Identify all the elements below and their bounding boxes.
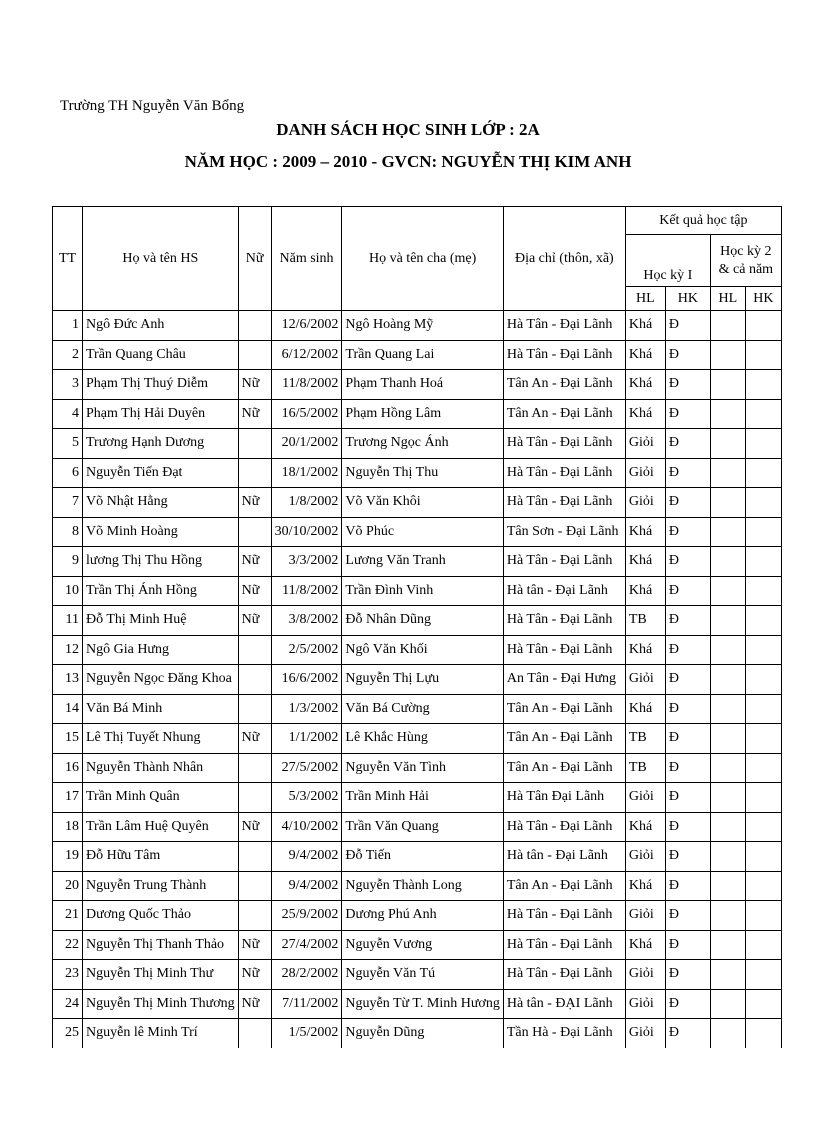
cell-term2-hk: [745, 871, 781, 901]
cell-term1-hk: Đ: [665, 901, 710, 931]
table-row: [53, 783, 782, 813]
cell-term1-hl: Khá: [625, 635, 665, 665]
document-subtitle: NĂM HỌC : 2009 – 2010 - GVCN: NGUYỄN THỊ KIM ANH: [184, 152, 632, 171]
cell-address: Tân An - Đại Lãnh: [503, 694, 625, 724]
cell-dob: 27/4/2002: [271, 930, 342, 960]
cell-parent-name: Nguyễn Thành Long: [342, 871, 503, 901]
table-row: [53, 370, 782, 400]
cell-parent-name: Võ Văn Khôi: [342, 488, 503, 518]
table-row: [53, 901, 782, 931]
table-row: [53, 517, 782, 547]
cell-parent-name: Phạm Hồng Lâm: [342, 399, 503, 429]
cell-female: [238, 458, 271, 488]
col-header-dob: Năm sinh: [271, 207, 342, 311]
cell-student-name: Trần Minh Quân: [83, 783, 239, 813]
cell-address: Tần Hà - Đại Lãnh: [503, 1019, 625, 1048]
cell-term1-hk: Đ: [665, 812, 710, 842]
table-row: [53, 930, 782, 960]
cell-female: [238, 783, 271, 813]
cell-tt: 25: [53, 1019, 83, 1048]
table-row: [53, 842, 782, 872]
cell-term1-hk: Đ: [665, 488, 710, 518]
cell-term2-hk: [745, 724, 781, 754]
cell-term2-hl: [710, 783, 745, 813]
cell-dob: 20/1/2002: [271, 429, 342, 459]
cell-female: [238, 753, 271, 783]
cell-student-name: Trần Quang Châu: [83, 340, 239, 370]
cell-parent-name: Lê Khắc Hùng: [342, 724, 503, 754]
col-header-name: Họ và tên HS: [83, 207, 239, 311]
cell-term1-hl: Giỏi: [625, 989, 665, 1019]
cell-parent-name: Trần Quang Lai: [342, 340, 503, 370]
cell-female: Nữ: [238, 960, 271, 990]
cell-student-name: Phạm Thị Hải Duyên: [83, 399, 239, 429]
cell-term1-hk: Đ: [665, 429, 710, 459]
cell-female: Nữ: [238, 989, 271, 1019]
cell-term1-hl: Khá: [625, 871, 665, 901]
col-header-result: Kết quả học tập: [625, 207, 781, 235]
cell-dob: 28/2/2002: [271, 960, 342, 990]
cell-dob: 7/11/2002: [271, 989, 342, 1019]
table-row: [53, 458, 782, 488]
cell-term1-hk: Đ: [665, 783, 710, 813]
cell-student-name: Dương Quốc Thảo: [83, 901, 239, 931]
cell-student-name: Ngô Đức Anh: [83, 311, 239, 341]
cell-term1-hl: Khá: [625, 399, 665, 429]
cell-dob: 11/8/2002: [271, 370, 342, 400]
cell-tt: 15: [53, 724, 83, 754]
cell-dob: 9/4/2002: [271, 842, 342, 872]
cell-term1-hl: Khá: [625, 812, 665, 842]
cell-student-name: Nguyễn Ngọc Đăng Khoa: [83, 665, 239, 695]
cell-term2-hk: [745, 842, 781, 872]
cell-address: Hà Tân - Đại Lãnh: [503, 930, 625, 960]
cell-address: Hà tân - ĐẠI Lãnh: [503, 989, 625, 1019]
cell-dob: 2/5/2002: [271, 635, 342, 665]
cell-term2-hl: [710, 488, 745, 518]
cell-term1-hl: Giỏi: [625, 783, 665, 813]
cell-term1-hl: Khá: [625, 576, 665, 606]
cell-address: Hà Tân - Đại Lãnh: [503, 488, 625, 518]
cell-parent-name: Nguyễn Thị Thu: [342, 458, 503, 488]
cell-term1-hl: Khá: [625, 311, 665, 341]
table-row: [53, 606, 782, 636]
cell-tt: 14: [53, 694, 83, 724]
cell-term2-hk: [745, 989, 781, 1019]
cell-term1-hk: Đ: [665, 871, 710, 901]
cell-term2-hl: [710, 429, 745, 459]
cell-parent-name: Trần Minh Hải: [342, 783, 503, 813]
col-header-term1: Học kỳ I: [625, 235, 710, 287]
cell-term1-hk: Đ: [665, 635, 710, 665]
cell-tt: 20: [53, 871, 83, 901]
cell-term2-hk: [745, 694, 781, 724]
col-header-hl1: HL: [625, 287, 665, 311]
cell-term1-hl: Giỏi: [625, 901, 665, 931]
table-row: [53, 989, 782, 1019]
cell-female: [238, 842, 271, 872]
cell-tt: 8: [53, 517, 83, 547]
cell-address: Tân An - Đại Lãnh: [503, 871, 625, 901]
cell-address: Hà Tân Đại Lãnh: [503, 783, 625, 813]
cell-student-name: Trương Hạnh Dương: [83, 429, 239, 459]
cell-term1-hl: Giỏi: [625, 429, 665, 459]
cell-parent-name: Nguyễn Văn Tình: [342, 753, 503, 783]
col-header-parent: Họ và tên cha (mẹ): [342, 207, 503, 311]
cell-student-name: Đỗ Thị Minh Huệ: [83, 606, 239, 636]
cell-female: Nữ: [238, 488, 271, 518]
cell-tt: 16: [53, 753, 83, 783]
cell-student-name: Văn Bá Minh: [83, 694, 239, 724]
cell-term2-hk: [745, 576, 781, 606]
cell-term2-hk: [745, 930, 781, 960]
cell-dob: 1/5/2002: [271, 1019, 342, 1048]
cell-term2-hl: [710, 547, 745, 577]
cell-tt: 23: [53, 960, 83, 990]
cell-term2-hk: [745, 399, 781, 429]
cell-term2-hk: [745, 458, 781, 488]
col-header-hk2: HK: [745, 287, 781, 311]
cell-female: [238, 311, 271, 341]
cell-term2-hk: [745, 635, 781, 665]
cell-term1-hl: Khá: [625, 694, 665, 724]
cell-term2-hk: [745, 370, 781, 400]
cell-address: Tân An - Đại Lãnh: [503, 753, 625, 783]
cell-parent-name: Nguyễn Vương: [342, 930, 503, 960]
cell-female: Nữ: [238, 399, 271, 429]
cell-parent-name: Trần Đình Vinh: [342, 576, 503, 606]
cell-term2-hl: [710, 517, 745, 547]
cell-address: Hà tân - Đại Lãnh: [503, 842, 625, 872]
cell-tt: 3: [53, 370, 83, 400]
cell-term1-hk: Đ: [665, 370, 710, 400]
cell-dob: 4/10/2002: [271, 812, 342, 842]
cell-term1-hl: Giỏi: [625, 842, 665, 872]
cell-tt: 12: [53, 635, 83, 665]
cell-term2-hk: [745, 547, 781, 577]
cell-parent-name: Nguyễn Văn Tú: [342, 960, 503, 990]
cell-address: Hà Tân - Đại Lãnh: [503, 606, 625, 636]
cell-term2-hl: [710, 606, 745, 636]
cell-parent-name: Võ Phúc: [342, 517, 503, 547]
school-name: Trường TH Nguyễn Văn Bổng: [60, 98, 245, 114]
table-body: [53, 311, 782, 1048]
cell-tt: 9: [53, 547, 83, 577]
cell-address: An Tân - Đại Hưng: [503, 665, 625, 695]
table-row: [53, 635, 782, 665]
cell-tt: 10: [53, 576, 83, 606]
cell-address: Tân An - Đại Lãnh: [503, 724, 625, 754]
cell-tt: 18: [53, 812, 83, 842]
cell-student-name: Nguyễn Thị Thanh Thảo: [83, 930, 239, 960]
cell-female: [238, 517, 271, 547]
table-row: [53, 488, 782, 518]
cell-female: [238, 1019, 271, 1048]
cell-term1-hk: Đ: [665, 399, 710, 429]
cell-address: Hà Tân - Đại Lãnh: [503, 901, 625, 931]
cell-term1-hl: Giỏi: [625, 960, 665, 990]
cell-student-name: Đỗ Hữu Tâm: [83, 842, 239, 872]
cell-term2-hk: [745, 960, 781, 990]
cell-term2-hl: [710, 665, 745, 695]
cell-address: Hà Tân - Đại Lãnh: [503, 960, 625, 990]
cell-dob: 25/9/2002: [271, 901, 342, 931]
cell-term1-hk: Đ: [665, 517, 710, 547]
cell-term1-hk: Đ: [665, 547, 710, 577]
cell-term2-hk: [745, 311, 781, 341]
col-header-term2: Học kỳ 2 & cả năm: [710, 235, 781, 287]
cell-dob: 1/8/2002: [271, 488, 342, 518]
cell-term1-hl: Giỏi: [625, 488, 665, 518]
cell-term1-hk: Đ: [665, 753, 710, 783]
cell-address: Tân An - Đại Lãnh: [503, 399, 625, 429]
cell-student-name: Ngô Gia Hưng: [83, 635, 239, 665]
cell-female: Nữ: [238, 547, 271, 577]
cell-parent-name: Phạm Thanh Hoá: [342, 370, 503, 400]
cell-tt: 5: [53, 429, 83, 459]
cell-tt: 7: [53, 488, 83, 518]
table-row: [53, 547, 782, 577]
cell-female: [238, 635, 271, 665]
cell-female: Nữ: [238, 724, 271, 754]
cell-parent-name: Văn Bá Cường: [342, 694, 503, 724]
table-row: [53, 576, 782, 606]
cell-term2-hl: [710, 576, 745, 606]
cell-tt: 21: [53, 901, 83, 931]
cell-tt: 4: [53, 399, 83, 429]
cell-term1-hl: Khá: [625, 340, 665, 370]
cell-female: Nữ: [238, 370, 271, 400]
col-header-address: Địa chỉ (thôn, xã): [503, 207, 625, 311]
cell-term1-hl: Khá: [625, 547, 665, 577]
cell-female: [238, 871, 271, 901]
cell-term2-hl: [710, 458, 745, 488]
cell-dob: 18/1/2002: [271, 458, 342, 488]
cell-address: Hà Tân - Đại Lãnh: [503, 311, 625, 341]
cell-term2-hk: [745, 488, 781, 518]
cell-term2-hk: [745, 901, 781, 931]
cell-term1-hl: TB: [625, 753, 665, 783]
cell-term2-hk: [745, 429, 781, 459]
cell-term2-hk: [745, 606, 781, 636]
cell-term2-hl: [710, 635, 745, 665]
cell-term2-hl: [710, 842, 745, 872]
cell-term1-hk: Đ: [665, 930, 710, 960]
cell-parent-name: Nguyễn Thị Lựu: [342, 665, 503, 695]
cell-dob: 16/5/2002: [271, 399, 342, 429]
cell-address: Hà Tân - Đại Lãnh: [503, 635, 625, 665]
cell-term2-hk: [745, 783, 781, 813]
cell-dob: 3/8/2002: [271, 606, 342, 636]
cell-tt: 17: [53, 783, 83, 813]
table-row: [53, 694, 782, 724]
cell-term1-hl: TB: [625, 724, 665, 754]
cell-female: Nữ: [238, 930, 271, 960]
col-header-tt: TT: [53, 207, 83, 311]
cell-term1-hk: Đ: [665, 311, 710, 341]
cell-student-name: Trần Lâm Huệ Quyên: [83, 812, 239, 842]
cell-term1-hl: Giỏi: [625, 665, 665, 695]
cell-parent-name: Dương Phú Anh: [342, 901, 503, 931]
cell-student-name: Nguyễn Thành Nhân: [83, 753, 239, 783]
cell-term2-hl: [710, 311, 745, 341]
cell-student-name: Lê Thị Tuyết Nhung: [83, 724, 239, 754]
cell-tt: 2: [53, 340, 83, 370]
cell-dob: 27/5/2002: [271, 753, 342, 783]
cell-term2-hk: [745, 753, 781, 783]
cell-term1-hk: Đ: [665, 989, 710, 1019]
cell-dob: 1/3/2002: [271, 694, 342, 724]
cell-term1-hk: Đ: [665, 606, 710, 636]
cell-dob: 6/12/2002: [271, 340, 342, 370]
table-row: [53, 871, 782, 901]
cell-term1-hk: Đ: [665, 1019, 710, 1048]
cell-parent-name: Nguyễn Dũng: [342, 1019, 503, 1048]
cell-tt: 11: [53, 606, 83, 636]
cell-term1-hk: Đ: [665, 694, 710, 724]
col-header-female: Nữ: [238, 207, 271, 311]
cell-term2-hk: [745, 517, 781, 547]
student-roster-table: [52, 206, 782, 1048]
cell-term2-hl: [710, 694, 745, 724]
cell-dob: 3/3/2002: [271, 547, 342, 577]
cell-parent-name: Lương Văn Tranh: [342, 547, 503, 577]
cell-student-name: Nguyễn lê Minh Trí: [83, 1019, 239, 1048]
cell-term2-hl: [710, 901, 745, 931]
cell-address: Tân Sơn - Đại Lãnh: [503, 517, 625, 547]
cell-female: [238, 340, 271, 370]
cell-address: Hà tân - Đại Lãnh: [503, 576, 625, 606]
cell-student-name: lương Thị Thu Hồng: [83, 547, 239, 577]
cell-parent-name: Trần Văn Quang: [342, 812, 503, 842]
cell-student-name: Nguyễn Trung Thành: [83, 871, 239, 901]
document-title: DANH SÁCH HỌC SINH LỚP : 2A: [276, 120, 540, 139]
cell-female: Nữ: [238, 812, 271, 842]
cell-term1-hk: Đ: [665, 960, 710, 990]
cell-female: [238, 429, 271, 459]
cell-dob: 9/4/2002: [271, 871, 342, 901]
cell-dob: 16/6/2002: [271, 665, 342, 695]
cell-term2-hl: [710, 989, 745, 1019]
cell-tt: 19: [53, 842, 83, 872]
cell-parent-name: Nguyễn Từ T. Minh Hương: [342, 989, 503, 1019]
col-header-hl2: HL: [710, 287, 745, 311]
cell-address: Hà Tân - Đại Lãnh: [503, 547, 625, 577]
cell-term2-hl: [710, 930, 745, 960]
cell-dob: 30/10/2002: [271, 517, 342, 547]
cell-term1-hk: Đ: [665, 842, 710, 872]
cell-female: [238, 665, 271, 695]
table-row: [53, 753, 782, 783]
cell-term1-hk: Đ: [665, 458, 710, 488]
table-row: [53, 311, 782, 341]
cell-parent-name: Trương Ngọc Ánh: [342, 429, 503, 459]
table-row: [53, 812, 782, 842]
cell-term1-hk: Đ: [665, 576, 710, 606]
cell-address: Hà Tân - Đại Lãnh: [503, 340, 625, 370]
cell-female: [238, 694, 271, 724]
cell-term2-hl: [710, 871, 745, 901]
cell-term1-hl: Giỏi: [625, 458, 665, 488]
table-row: [53, 1019, 782, 1048]
cell-parent-name: Đỗ Tiến: [342, 842, 503, 872]
cell-term1-hl: Khá: [625, 930, 665, 960]
cell-student-name: Phạm Thị Thuý Diễm: [83, 370, 239, 400]
cell-term2-hl: [710, 724, 745, 754]
cell-parent-name: Ngô Hoàng Mỹ: [342, 311, 503, 341]
cell-address: Hà Tân - Đại Lãnh: [503, 812, 625, 842]
cell-student-name: Võ Nhật Hằng: [83, 488, 239, 518]
cell-student-name: Nguyễn Tiến Đạt: [83, 458, 239, 488]
cell-student-name: Nguyễn Thị Minh Thương: [83, 989, 239, 1019]
col-header-hk1: HK: [665, 287, 710, 311]
cell-term1-hk: Đ: [665, 340, 710, 370]
cell-term2-hk: [745, 340, 781, 370]
cell-student-name: Nguyễn Thị Minh Thư: [83, 960, 239, 990]
cell-term2-hk: [745, 1019, 781, 1048]
cell-parent-name: Đỗ Nhân Dũng: [342, 606, 503, 636]
cell-term2-hl: [710, 753, 745, 783]
cell-term2-hl: [710, 370, 745, 400]
table-row: [53, 960, 782, 990]
cell-term2-hl: [710, 812, 745, 842]
cell-term2-hl: [710, 1019, 745, 1048]
cell-address: Hà Tân - Đại Lãnh: [503, 458, 625, 488]
cell-term1-hl: Giỏi: [625, 1019, 665, 1048]
cell-term1-hl: TB: [625, 606, 665, 636]
cell-dob: 11/8/2002: [271, 576, 342, 606]
cell-parent-name: Ngô Văn Khối: [342, 635, 503, 665]
table-row: [53, 665, 782, 695]
cell-dob: 5/3/2002: [271, 783, 342, 813]
cell-term2-hl: [710, 960, 745, 990]
cell-tt: 6: [53, 458, 83, 488]
cell-tt: 13: [53, 665, 83, 695]
cell-term1-hl: Khá: [625, 517, 665, 547]
table-row: [53, 429, 782, 459]
table-row: [53, 399, 782, 429]
cell-address: Tân An - Đại Lãnh: [503, 370, 625, 400]
cell-term2-hk: [745, 812, 781, 842]
cell-term2-hk: [745, 665, 781, 695]
cell-female: Nữ: [238, 606, 271, 636]
cell-term2-hl: [710, 340, 745, 370]
table-row: [53, 340, 782, 370]
cell-term1-hl: Khá: [625, 370, 665, 400]
cell-term2-hl: [710, 399, 745, 429]
cell-female: Nữ: [238, 576, 271, 606]
cell-dob: 1/1/2002: [271, 724, 342, 754]
cell-student-name: Trần Thị Ánh Hồng: [83, 576, 239, 606]
cell-female: [238, 901, 271, 931]
table-header: [53, 207, 782, 311]
cell-tt: 1: [53, 311, 83, 341]
cell-term1-hk: Đ: [665, 724, 710, 754]
cell-dob: 12/6/2002: [271, 311, 342, 341]
table-row: [53, 724, 782, 754]
cell-student-name: Võ Minh Hoàng: [83, 517, 239, 547]
cell-tt: 22: [53, 930, 83, 960]
cell-address: Hà Tân - Đại Lãnh: [503, 429, 625, 459]
cell-tt: 24: [53, 989, 83, 1019]
cell-term1-hk: Đ: [665, 665, 710, 695]
